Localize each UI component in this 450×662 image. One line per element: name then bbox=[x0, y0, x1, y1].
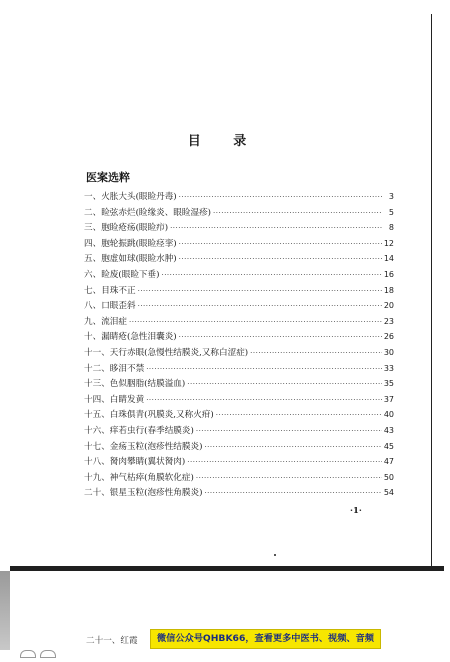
toc-entry-title: 痒若虫行(春季结膜炎) bbox=[109, 425, 194, 436]
toc-entry-number: 一、 bbox=[84, 192, 102, 202]
toc-entry bbox=[84, 236, 394, 252]
toc-entry bbox=[84, 205, 394, 221]
toc-entry bbox=[84, 439, 394, 455]
toc-leader-dots bbox=[170, 221, 382, 237]
toc-entry bbox=[84, 392, 394, 408]
toc-entry-page: 37 bbox=[383, 394, 394, 404]
toc-entry-title: 胬肉攀睛(翼状胬肉) bbox=[109, 457, 186, 468]
toc-leader-dots bbox=[250, 346, 382, 362]
toc-entry bbox=[84, 251, 394, 267]
toc-entry-number: 十四、 bbox=[84, 394, 110, 405]
toc-entry-page: 45 bbox=[383, 441, 394, 451]
toc-entry-number: 三、 bbox=[84, 223, 102, 234]
toc-entry bbox=[84, 407, 394, 423]
toc-leader-dots bbox=[129, 315, 382, 331]
toc-entry-page: 12 bbox=[383, 238, 394, 248]
toc-entry-title: 金疡玉粒(泡疹性结膜炎) bbox=[109, 441, 203, 452]
toc-entry-page: 5 bbox=[388, 207, 394, 217]
toc-entry-page: 30 bbox=[383, 347, 394, 357]
toc-entry-number: 四、 bbox=[84, 238, 102, 249]
toc-entry-number: 二十、 bbox=[84, 488, 110, 499]
page-number: ·1· bbox=[350, 506, 362, 516]
toc-entry-page: 23 bbox=[383, 316, 394, 326]
toc-entry-title: 流泪症 bbox=[101, 316, 127, 327]
toc-leader-dots bbox=[146, 362, 382, 378]
toc-leader-dots bbox=[179, 190, 382, 206]
toc-leader-dots bbox=[179, 237, 382, 253]
toc-entry-page: 33 bbox=[383, 363, 394, 373]
toc-entry-title: 胞轮振跳(眼睑痉挛) bbox=[101, 238, 177, 249]
toc-entry-title: 目珠不正 bbox=[101, 285, 136, 296]
toc-entry bbox=[84, 220, 394, 236]
toc-leader-dots bbox=[213, 206, 382, 222]
toc-entry bbox=[84, 298, 394, 314]
toc-entry-number: 十、 bbox=[84, 332, 102, 343]
toc-entry-page: 43 bbox=[383, 425, 394, 435]
toc-entry-page: 50 bbox=[383, 472, 394, 482]
toc-entry-title: 色似胭脂(结膜溢血) bbox=[109, 379, 186, 390]
toc-entry-page: 14 bbox=[383, 254, 394, 264]
toc-leader-dots bbox=[196, 424, 382, 440]
toc-leader-dots bbox=[187, 455, 382, 471]
toc-entry bbox=[84, 361, 394, 377]
toc-entry bbox=[84, 345, 394, 361]
toc-entry-number: 六、 bbox=[84, 269, 102, 280]
toc-entry bbox=[84, 267, 394, 283]
toc-entry-number: 二、 bbox=[84, 207, 102, 218]
toc-entry-title: 白睛发黄 bbox=[109, 394, 145, 405]
page-edge bbox=[431, 14, 432, 579]
toc-leader-dots bbox=[138, 284, 382, 300]
toc-leader-dots bbox=[138, 299, 382, 315]
page-curl-marks bbox=[20, 643, 130, 650]
toc-leader-dots bbox=[161, 268, 381, 284]
toc-leader-dots bbox=[179, 330, 382, 346]
toc-entry-title: 银星玉粒(泡疹性角膜炎) bbox=[109, 488, 203, 499]
table-of-contents bbox=[84, 189, 394, 501]
toc-entry-title: 神气枯瘁(角膜软化症) bbox=[109, 472, 194, 483]
toc-entry-title: 天行赤眼(急慢性结膜炎,又称白涩症) bbox=[109, 347, 249, 358]
toc-entry-number: 七、 bbox=[84, 285, 102, 296]
toc-entry-page: 20 bbox=[383, 301, 394, 311]
toc-entry-page: 26 bbox=[383, 332, 394, 342]
toc-entry-number: 五、 bbox=[84, 254, 102, 265]
toc-leader-dots bbox=[204, 486, 381, 502]
wechat-watermark: 微信公众号QHBK66，查看更多中医书、视频、音频 bbox=[150, 629, 381, 649]
toc-leader-dots bbox=[216, 408, 382, 424]
toc-entry-title: 胞虚如球(眼睑水肿) bbox=[101, 254, 177, 265]
section-heading: 医案选粹 bbox=[86, 171, 130, 184]
toc-entry-page: 47 bbox=[383, 457, 394, 467]
toc-entry bbox=[84, 470, 394, 486]
toc-entry-number: 八、 bbox=[84, 301, 102, 312]
toc-entry-page: 54 bbox=[383, 488, 394, 498]
toc-entry-number: 十八、 bbox=[84, 457, 110, 468]
toc-leader-dots bbox=[204, 440, 381, 456]
toc-entry-number: 十三、 bbox=[84, 379, 110, 390]
toc-entry-number: 九、 bbox=[84, 316, 102, 327]
toc-entry-title: 漏睛疮(急性泪囊炎) bbox=[101, 332, 177, 343]
toc-entry-title: 睑弦赤烂(睑缘炎、眼睑湿疹) bbox=[101, 207, 212, 218]
toc-entry bbox=[84, 283, 394, 299]
toc-leader-dots bbox=[179, 252, 382, 268]
page-title: 目 录 bbox=[187, 134, 261, 149]
toc-entry-title: 眵泪不禁 bbox=[109, 363, 145, 374]
toc-entry-page: 18 bbox=[383, 285, 394, 295]
toc-entry bbox=[84, 454, 394, 470]
toc-entry-title: 口眼歪斜 bbox=[101, 301, 136, 312]
toc-leader-dots bbox=[146, 393, 382, 409]
toc-entry-number: 十一、 bbox=[84, 347, 110, 358]
toc-entry-title: 火胀大头(眼睑丹毒) bbox=[101, 192, 177, 202]
toc-entry-title: 白珠俱青(巩膜炎,又称火疳) bbox=[109, 410, 214, 421]
toc-entry bbox=[84, 189, 394, 205]
toc-entry bbox=[84, 423, 394, 439]
toc-leader-dots bbox=[196, 471, 382, 487]
toc-entry-number: 十五、 bbox=[84, 410, 110, 421]
next-page-first-line: 二十一、红霞 bbox=[86, 636, 138, 646]
toc-leader-dots bbox=[187, 377, 382, 393]
document-page bbox=[10, 14, 438, 566]
toc-entry-page: 8 bbox=[388, 223, 394, 233]
toc-entry bbox=[84, 376, 394, 392]
toc-entry bbox=[84, 329, 394, 345]
toc-entry bbox=[84, 485, 394, 501]
toc-entry-number: 十六、 bbox=[84, 425, 110, 436]
toc-entry-page: 40 bbox=[383, 410, 394, 420]
toc-entry-number: 十九、 bbox=[84, 472, 110, 483]
toc-entry-number: 十二、 bbox=[84, 363, 110, 374]
scan-speck bbox=[274, 554, 276, 556]
toc-entry-page: 16 bbox=[383, 269, 394, 279]
toc-entry-page: 35 bbox=[383, 379, 394, 389]
toc-entry-page: 3 bbox=[388, 192, 394, 201]
viewer-gutter bbox=[0, 571, 10, 650]
toc-entry-title: 胞睑疮疡(眼睑疖) bbox=[101, 223, 169, 234]
toc-entry bbox=[84, 314, 394, 330]
toc-entry-title: 睑废(眼睑下垂) bbox=[101, 269, 160, 280]
toc-entry-number: 十七、 bbox=[84, 441, 110, 452]
